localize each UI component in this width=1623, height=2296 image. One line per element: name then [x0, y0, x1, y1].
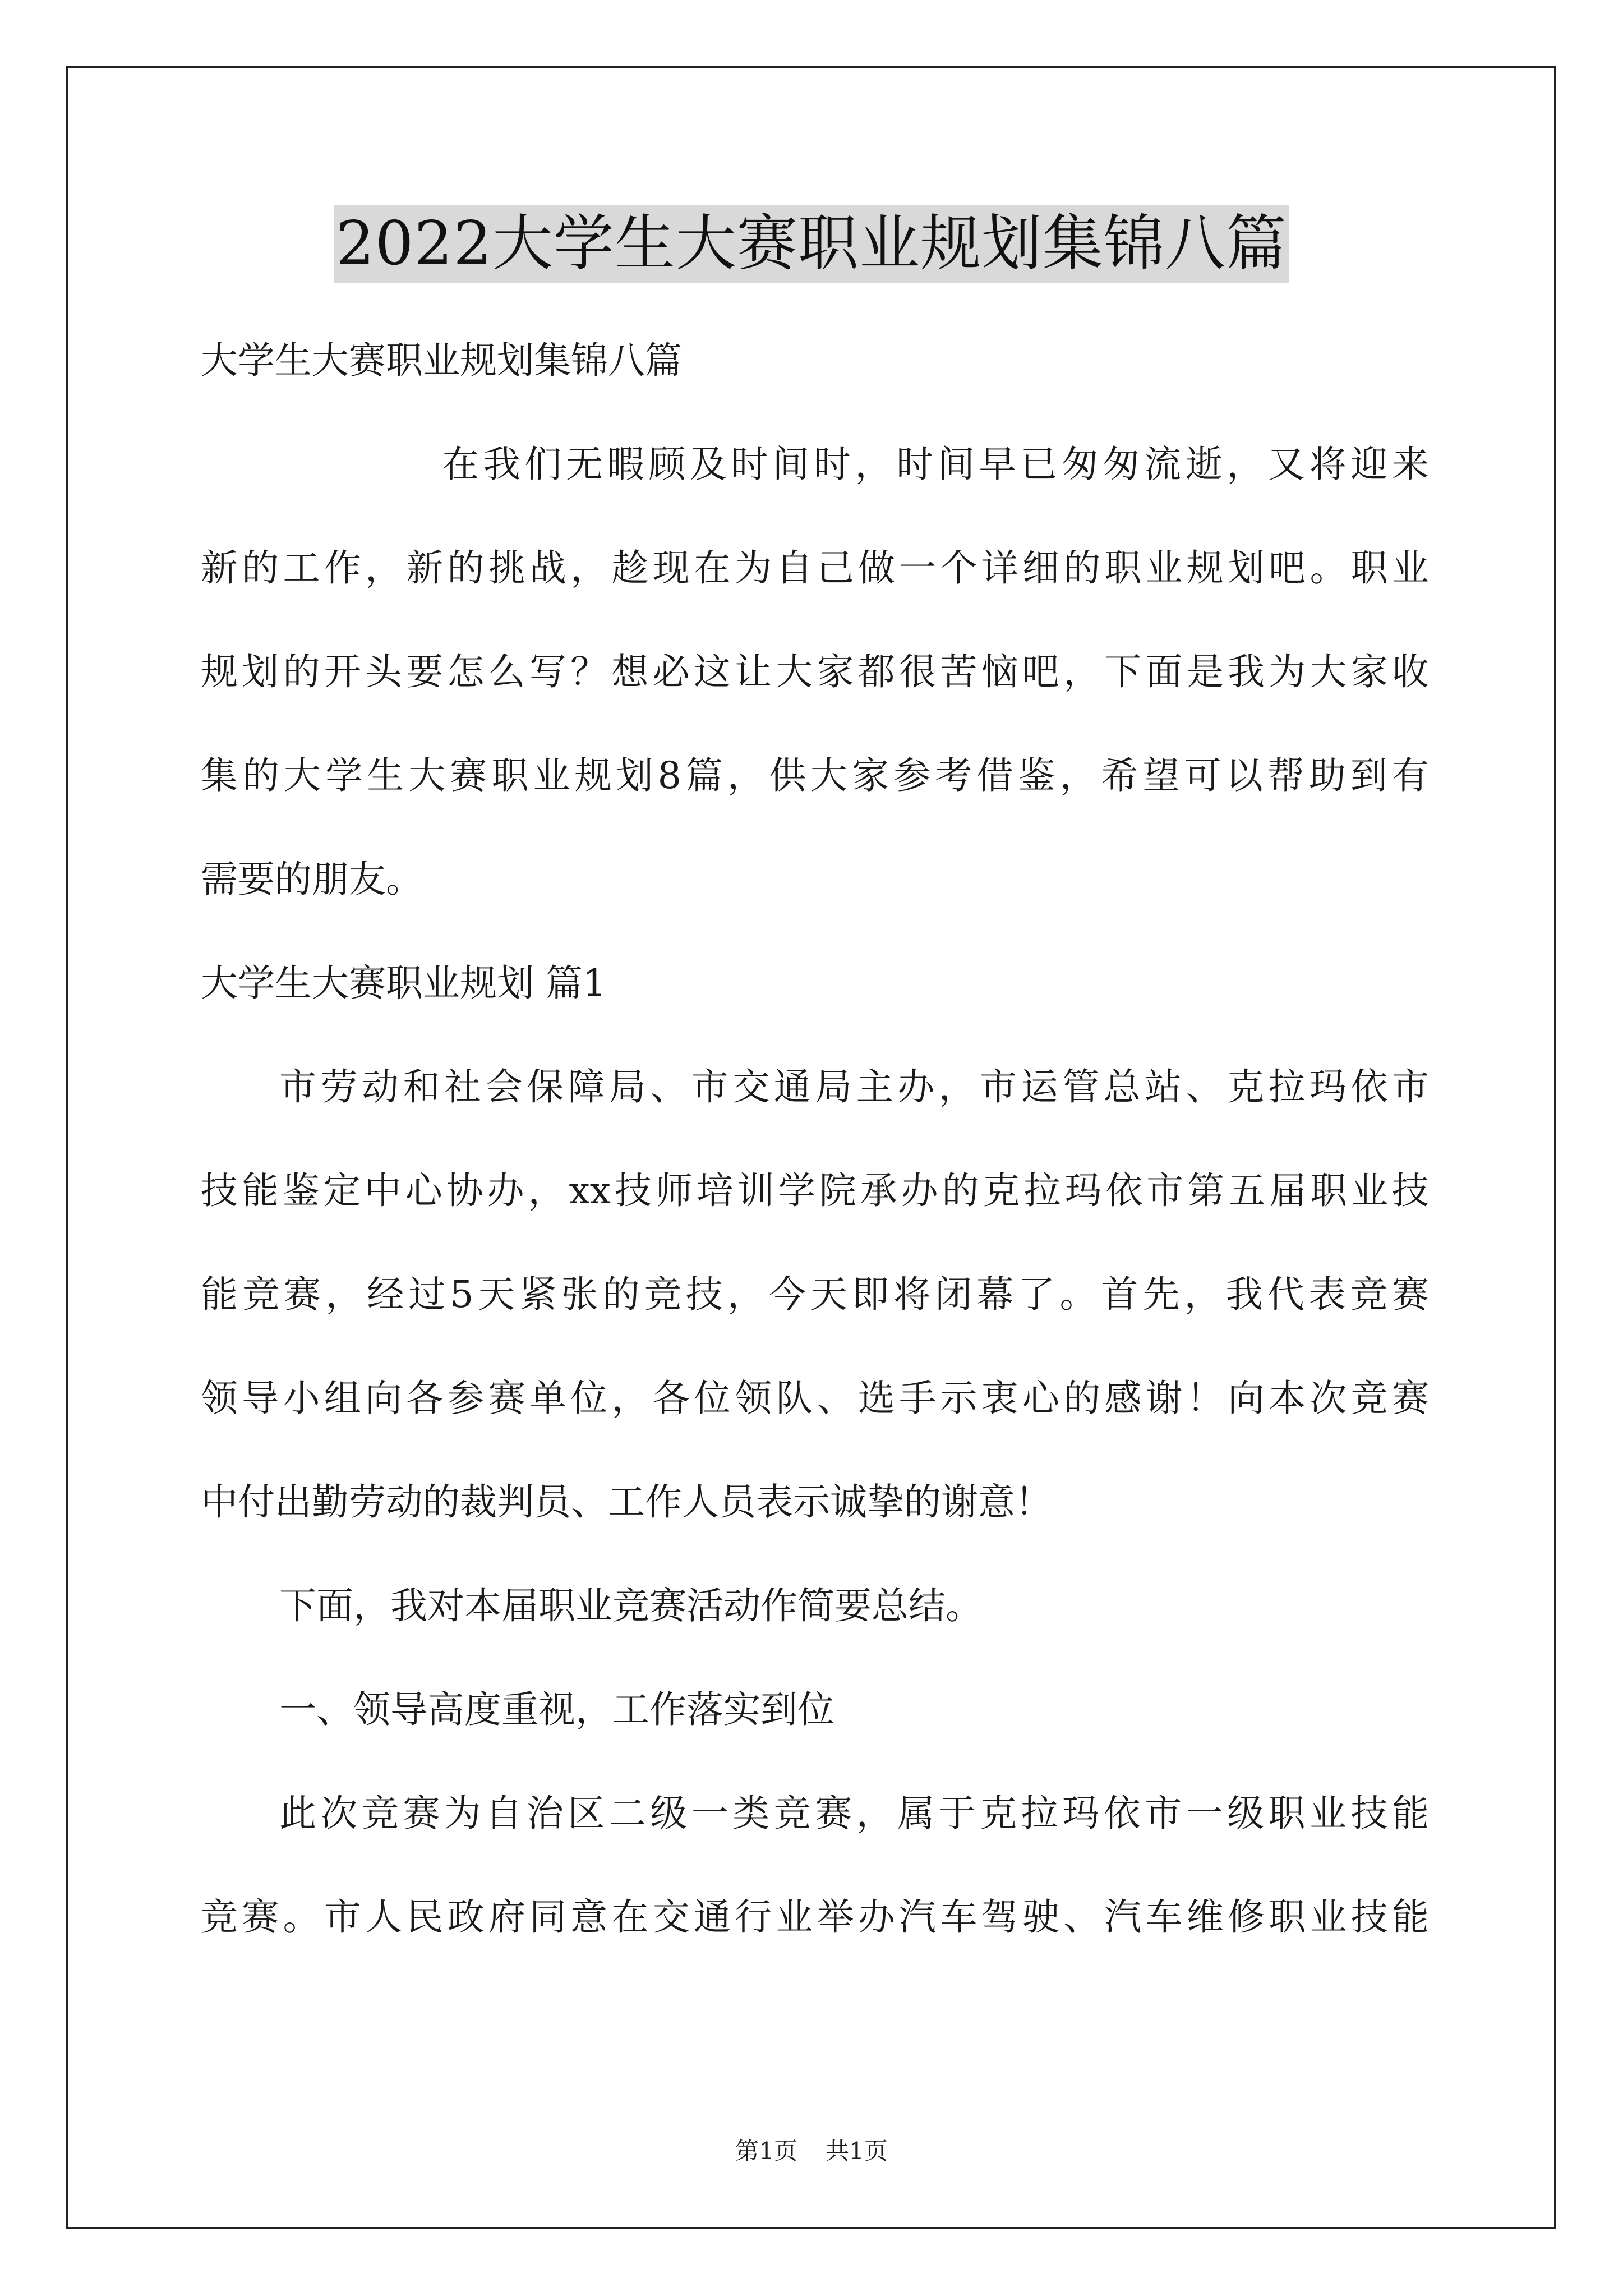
- paragraph-line: 竞赛。市人民政府同意在交通行业举办汽车驾驶、汽车维修职业技能: [201, 1895, 1429, 1939]
- page-number-current: 第1页: [735, 2137, 797, 2165]
- paragraph-line: 需要的朋友。: [201, 858, 423, 901]
- document-body: [201, 309, 1429, 1969]
- subsection-heading: 一、领导高度重视，工作落实到位: [279, 1688, 834, 1731]
- document-title: 2022大学生大赛职业规划集锦八篇: [334, 205, 1289, 283]
- paragraph-line: 市劳动和社会保障局、市交通局主办，市运管总站、克拉玛依市: [279, 1065, 1429, 1108]
- paragraph-line: 中付出勤劳动的裁判员、工作人员表示诚挚的谢意！: [201, 1480, 1052, 1524]
- paragraph-line: 此次竞赛为自治区二级一类竞赛，属于克拉玛依市一级职业技能: [279, 1792, 1429, 1835]
- paragraph-line: 能竞赛，经过5天紧张的竞技，今天即将闭幕了。首先，我代表竞赛: [201, 1273, 1429, 1316]
- paragraph-line: 在我们无暇顾及时间时，时间早已匆匆流逝，又将迎来: [442, 443, 1429, 486]
- section-heading: 大学生大赛职业规划 篇1: [201, 961, 606, 1005]
- paragraph-line: 集的大学生大赛职业规划8篇，供大家参考借鉴，希望可以帮助到有: [201, 754, 1429, 797]
- paragraph-line: 规划的开头要怎么写？想必这让大家都很苦恼吧，下面是我为大家收: [201, 650, 1429, 693]
- paragraph-line: 新的工作，新的挑战，趁现在为自己做一个详细的职业规划吧。职业: [201, 546, 1429, 590]
- subtitle-line: 大学生大赛职业规划集锦八篇: [201, 339, 682, 382]
- page-number-total: 共1页: [826, 2137, 888, 2165]
- paragraph-line: 领导小组向各参赛单位，各位领队、选手示衷心的感谢！向本次竞赛: [201, 1377, 1429, 1420]
- paragraph-line: 下面，我对本届职业竞赛活动作简要总结。: [279, 1584, 983, 1627]
- paragraph-line: 技能鉴定中心协办，xx技师培训学院承办的克拉玛依市第五届职业技: [201, 1169, 1429, 1212]
- page-footer: [0, 2134, 1623, 2168]
- title-container: [0, 205, 1623, 283]
